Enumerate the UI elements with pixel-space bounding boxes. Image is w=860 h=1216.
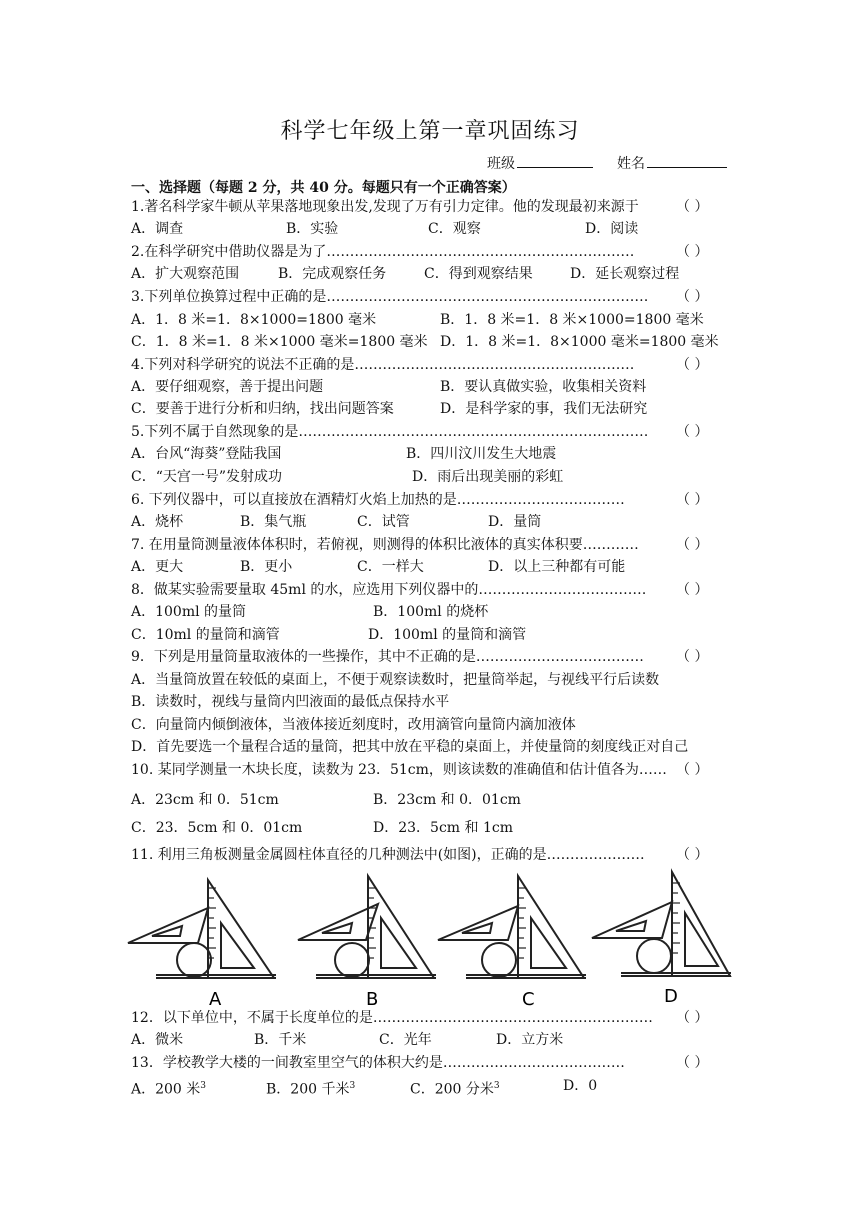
class-field	[487, 153, 593, 173]
question-stem: 6. 下列仪器中，可以直接放在酒精灯火焰上加热的是………………………………	[131, 492, 625, 508]
question-stem: 7. 在用量筒测量液体体积时，若俯视，则测得的体积比液体的真实体积要…………	[131, 537, 639, 553]
name-label: 姓名	[617, 156, 645, 172]
option: D．首先要选一个量程合适的量筒，把其中放在平稳的桌面上，并使量筒的刻度线正对自己	[131, 739, 689, 755]
option: C．向量筒内倾倒液体，当液体接近刻度时，改用滴管向量筒内滴加液体	[131, 717, 576, 733]
name-blank[interactable]	[647, 155, 727, 168]
question-stem: 13．学校教学大楼的一间教室里空气的体积大约是…………………………………	[131, 1055, 625, 1071]
question-stem: 11. 利用三角板测量金属圆柱体直径的几种测法中(如图)，正确的是…………………	[131, 847, 645, 863]
answer-blank[interactable]: （ ）	[676, 762, 709, 778]
page-title: 科学七年级上第一章巩固练习	[280, 119, 580, 144]
option: A．微米	[131, 1032, 184, 1048]
figure-label: D	[664, 986, 678, 1007]
option: A．23cm 和 0．51cm	[131, 792, 279, 808]
option: D．1．8 米=1．8×1000 毫米=1800 毫米	[440, 334, 719, 350]
option: C．“天宫一号”发射成功	[131, 469, 283, 485]
name-field	[617, 153, 727, 173]
option: D．立方米	[496, 1032, 564, 1048]
option: A．台风“海葵”登陆我国	[131, 446, 282, 462]
option: D．雨后出现美丽的彩虹	[412, 469, 564, 485]
answer-blank[interactable]: （ ）	[676, 847, 709, 863]
option: C．1．8 米=1．8 米×1000 毫米=1800 毫米	[131, 334, 428, 350]
question-stem: 3.下列单位换算过程中正确的是……………………………………………………………	[131, 289, 649, 305]
question-stem: 12．以下单位中，不属于长度单位的是……………………………………………………	[131, 1010, 653, 1026]
figure-b	[298, 876, 436, 978]
option: B．200 千米$^3$	[266, 1081, 356, 1098]
option: C．试管	[357, 514, 410, 530]
answer-blank[interactable]: （ ）	[676, 357, 709, 373]
answer-blank[interactable]: （ ）	[676, 289, 709, 305]
option: B．1．8 米=1．8 米×1000=1800 毫米	[440, 312, 704, 328]
option: D．23．5cm 和 1cm	[373, 820, 513, 836]
option: C．要善于进行分析和归纳，找出问题答案	[131, 401, 394, 417]
option: C．观察	[428, 221, 481, 237]
option: B．23cm 和 0．01cm	[373, 792, 521, 808]
option: C．一样大	[357, 559, 424, 575]
question-stem: 8．做某实验需要量取 45ml 的水，应选用下列仪器中的………………………………	[131, 582, 647, 598]
answer-blank[interactable]: （ ）	[676, 1055, 709, 1071]
figure-c	[438, 876, 586, 978]
option: A．烧杯	[131, 514, 184, 530]
option: B．千米	[254, 1032, 307, 1048]
answer-blank[interactable]: （ ）	[676, 199, 709, 215]
option: D．0	[563, 1078, 598, 1094]
option: A．当量筒放置在较低的桌面上，不便于观察读数时，把量筒举起，与视线平行后读数	[131, 672, 660, 688]
option: B．要认真做实验，收集相关资料	[440, 379, 647, 395]
option: B．更小	[240, 559, 293, 575]
option: D．100ml 的量筒和滴管	[368, 627, 527, 643]
option: A．更大	[131, 559, 184, 575]
option: A．1．8 米=1．8×1000=1800 毫米	[131, 312, 377, 328]
option: B．读数时，视线与量筒内凹液面的最低点保持水平	[131, 694, 450, 710]
question-stem: 10. 某同学测量一木块长度，读数为 23．51cm，则该读数的准确值和估计值各为……	[131, 762, 667, 778]
question-stem: 9．下列是用量筒量取液体的一些操作，其中不正确的是………………………………	[131, 649, 644, 665]
option: B．集气瓶	[240, 514, 307, 530]
class-label: 班级	[487, 156, 515, 172]
option: C．23．5cm 和 0．01cm	[131, 820, 303, 836]
triangle-ruler-diagram	[126, 868, 736, 1013]
option: A．100ml 的量筒	[131, 604, 247, 620]
option: B．四川汶川发生大地震	[406, 446, 557, 462]
option: D．以上三种都有可能	[488, 559, 626, 575]
option: A．扩大观察范围	[131, 266, 240, 282]
answer-blank[interactable]: （ ）	[676, 1010, 709, 1026]
answer-blank[interactable]: （ ）	[676, 582, 709, 598]
answer-blank[interactable]: （ ）	[676, 492, 709, 508]
option: C．光年	[379, 1032, 432, 1048]
answer-blank[interactable]: （ ）	[676, 649, 709, 665]
figure-label: A	[209, 989, 222, 1010]
answer-blank[interactable]: （ ）	[676, 537, 709, 553]
option: A．要仔细观察，善于提出问题	[131, 379, 324, 395]
answer-blank[interactable]: （ ）	[676, 244, 709, 260]
option: D．阅读	[585, 221, 639, 237]
option: B．100ml 的烧杯	[373, 604, 489, 620]
figure-label: C	[522, 989, 535, 1010]
option: D．量筒	[488, 514, 542, 530]
question-stem: 5.下列不属于自然现象的是…………………………………………………………………	[131, 424, 649, 440]
question-stem: 2.在科学研究中借助仪器是为了…………………………………………………………	[131, 244, 635, 260]
option: A．调查	[131, 221, 184, 237]
option: C．200 分米$^3$	[410, 1081, 500, 1098]
section-heading: 一、选择题（每题 2 分，共 40 分。每题只有一个正确答案）	[131, 180, 516, 196]
option: C．得到观察结果	[424, 266, 533, 282]
option: C．10ml 的量筒和滴管	[131, 627, 280, 643]
figure-label: B	[366, 989, 379, 1010]
question-stem: 1.著名科学家牛顿从苹果落地现象出发,发现了万有引力定律。他的发现最初来源于	[131, 199, 639, 215]
option: B．完成观察任务	[278, 266, 387, 282]
option: D．是科学家的事，我们无法研究	[440, 401, 648, 417]
class-blank[interactable]	[517, 155, 593, 168]
option: D．延长观察过程	[570, 266, 680, 282]
figure-a	[128, 880, 276, 978]
option: B．实验	[286, 221, 339, 237]
figure-d	[592, 872, 731, 976]
answer-blank[interactable]: （ ）	[676, 424, 709, 440]
question-stem: 4.下列对科学研究的说法不正确的是……………………………………………………	[131, 357, 635, 373]
option: A．200 米$^3$	[131, 1081, 207, 1098]
